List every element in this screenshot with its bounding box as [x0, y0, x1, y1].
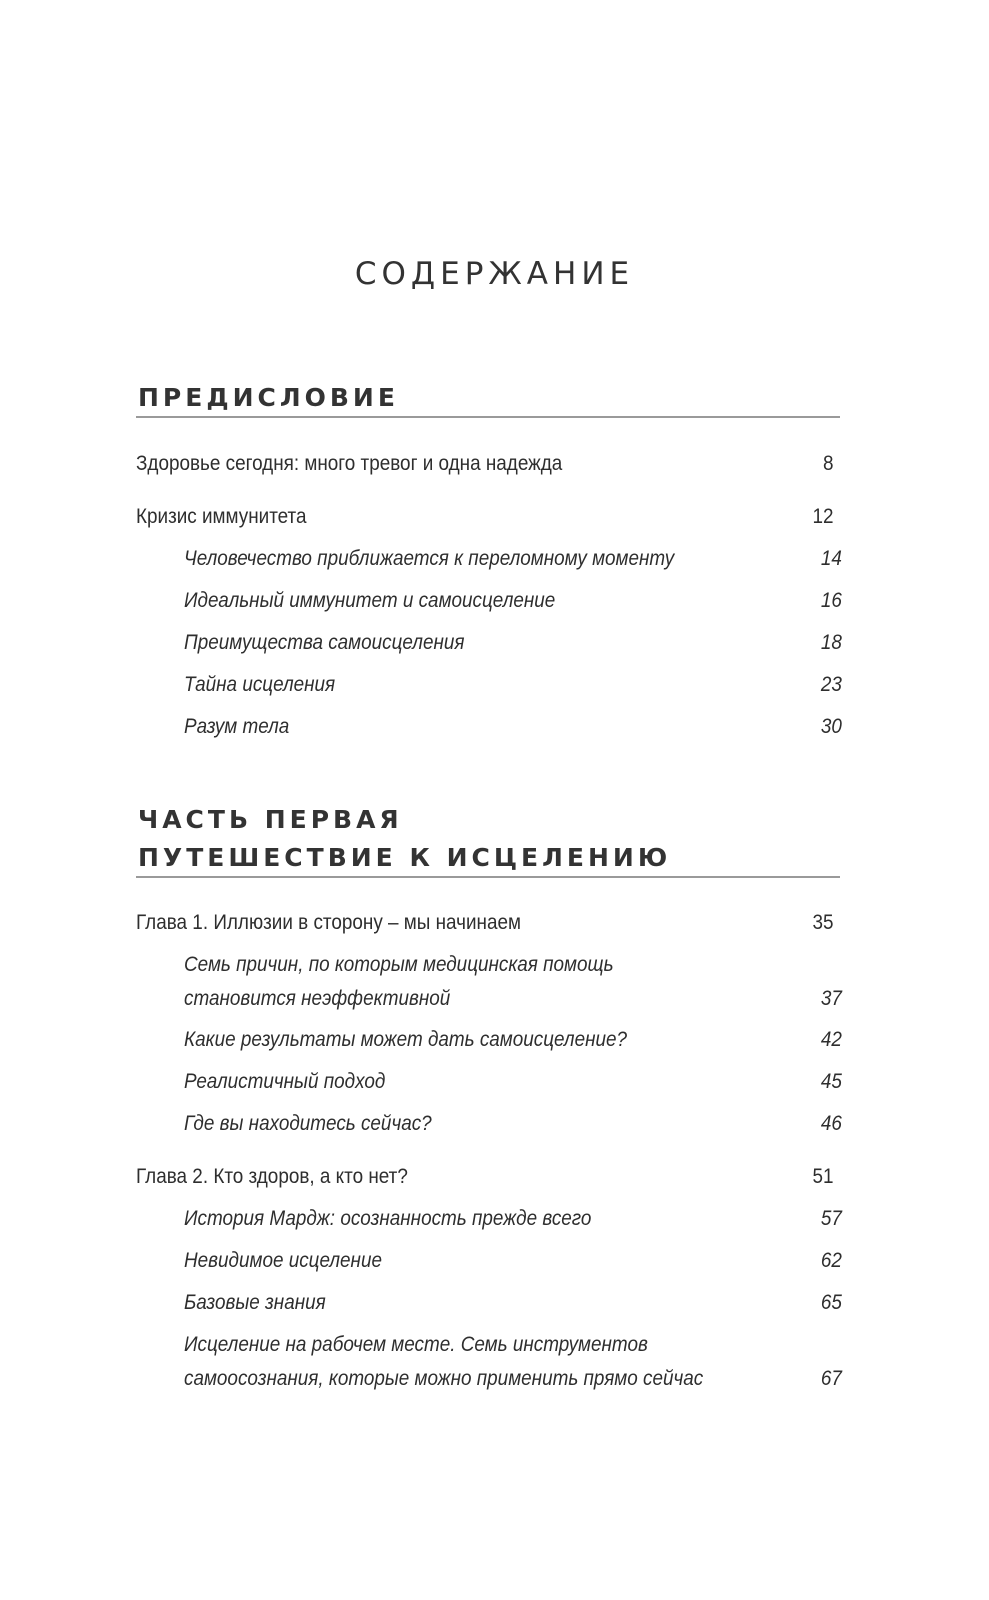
toc-entry-page: 14 — [820, 547, 842, 570]
toc-entry[interactable] — [136, 500, 834, 534]
toc-entry-label: Невидимое исцеление — [184, 1249, 382, 1272]
toc-entry-label-line-2: самоосознания, которые можно применить прямо сейчас — [184, 1367, 704, 1390]
toc-subentry[interactable] — [184, 1202, 842, 1236]
toc-entry-label: Здоровье сегодня: много тревог и одна надежда — [136, 452, 563, 475]
section-heading-part-one: ЧАСТЬ ПЕРВАЯ — [138, 805, 403, 834]
toc-entry-page: 23 — [820, 673, 842, 696]
toc-entry-label: Реалистичный подход — [184, 1070, 386, 1093]
toc-entry-label-line-1: Семь причин, по которым медицинская помощь — [184, 953, 614, 976]
toc-entry-label: История Мардж: осознанность прежде всего — [184, 1207, 592, 1230]
toc-entry-label: Глава 1. Иллюзии в сторону – мы начинаем — [136, 911, 522, 934]
toc-subentry[interactable] — [184, 626, 842, 660]
toc-entry-page: 16 — [820, 589, 842, 612]
toc-subentry[interactable] — [184, 1286, 842, 1320]
toc-entry-page: 51 — [812, 1165, 834, 1188]
toc-entry[interactable] — [136, 1160, 834, 1194]
toc-entry-label: Базовые знания — [184, 1291, 326, 1314]
toc-subentry[interactable] — [184, 542, 842, 576]
toc-subentry[interactable] — [184, 668, 842, 702]
toc-subentry[interactable] — [184, 1023, 842, 1057]
toc-entry-page: 65 — [820, 1291, 842, 1314]
toc-entry-page: 62 — [820, 1249, 842, 1272]
toc-entry[interactable] — [136, 447, 834, 481]
toc-entry-label: Тайна исцеления — [184, 673, 336, 696]
toc-subentry[interactable] — [184, 1065, 842, 1099]
toc-subentry[interactable] — [184, 710, 842, 744]
toc-entry-page: 37 — [820, 987, 842, 1010]
toc-entry-page: 30 — [820, 715, 842, 738]
section-heading-preface: ПРЕДИСЛОВИЕ — [138, 383, 399, 412]
toc-entry-page: 35 — [812, 911, 834, 934]
toc-entry-label: Где вы находитесь сейчас? — [184, 1112, 432, 1135]
toc-entry-label-line-2: становится неэффективной — [184, 987, 451, 1010]
toc-entry-label: Кризис иммунитета — [136, 505, 307, 528]
toc-entry-page: 42 — [820, 1028, 842, 1051]
toc-entry-label: Разум тела — [184, 715, 290, 738]
toc-entry-label-line-1: Исцеление на рабочем месте. Семь инструментов — [184, 1333, 648, 1356]
section-heading-part-one-title: ПУТЕШЕСТВИЕ К ИСЦЕЛЕНИЮ — [138, 843, 672, 872]
toc-subentry[interactable] — [184, 1107, 842, 1141]
toc-entry-label: Какие результаты может дать самоисцеление? — [184, 1028, 628, 1051]
toc-entry-page: 8 — [822, 452, 834, 475]
toc-entry-label: Глава 2. Кто здоров, а кто нет? — [136, 1165, 408, 1188]
toc-entry[interactable] — [136, 906, 834, 940]
section-divider — [136, 416, 840, 418]
toc-subentry[interactable] — [184, 1328, 842, 1396]
toc-entry-page: 67 — [820, 1367, 842, 1390]
toc-entry-page: 57 — [820, 1207, 842, 1230]
toc-subentry[interactable] — [184, 1244, 842, 1278]
section-divider — [136, 876, 840, 878]
toc-entry-page: 12 — [812, 505, 834, 528]
toc-entry-page: 18 — [820, 631, 842, 654]
toc-entry-label: Преимущества самоисцеления — [184, 631, 465, 654]
page-title: СОДЕРЖАНИЕ — [354, 256, 635, 292]
toc-subentry[interactable] — [184, 584, 842, 618]
toc-entry-label: Человечество приближается к переломному моменту — [184, 547, 675, 570]
toc-entry-label: Идеальный иммунитет и самоисцеление — [184, 589, 556, 612]
toc-subentry[interactable] — [184, 948, 842, 1016]
toc-entry-page: 45 — [820, 1070, 842, 1093]
toc-entry-page: 46 — [820, 1112, 842, 1135]
